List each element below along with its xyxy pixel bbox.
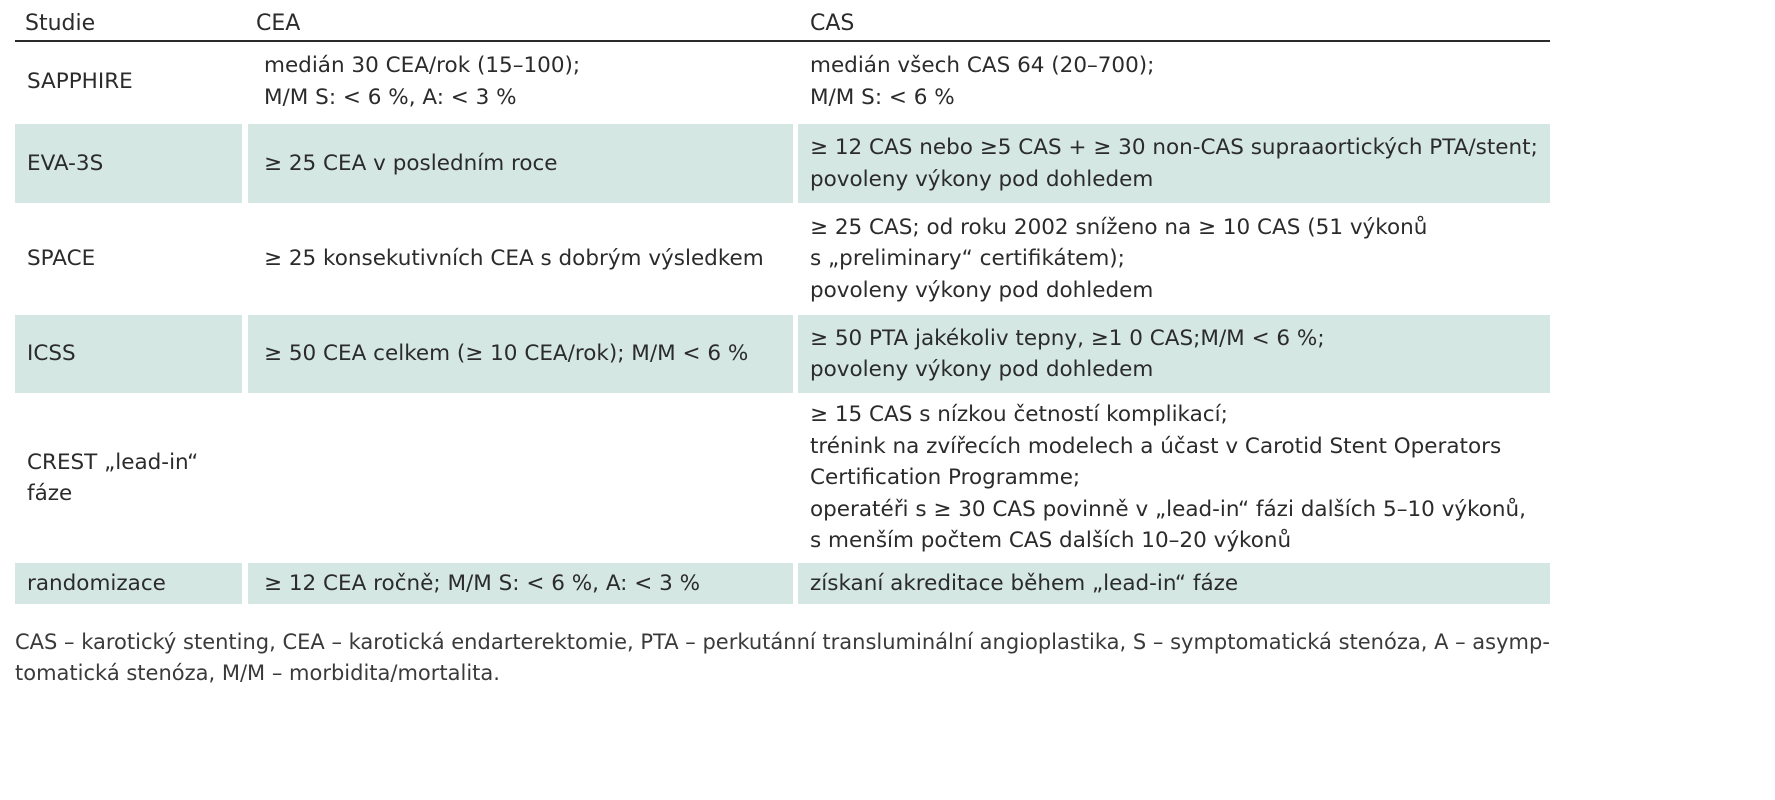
cell-studie-text: EVA-3S [27,150,104,176]
cell-studie-text: CREST „lead-in“ fáze [27,449,199,506]
header-cas: CAS [810,11,855,36]
cell-cea-text: ≥ 25 konsekutivních CEA s dobrým výsledkem [264,246,764,272]
cell-studie [15,563,242,604]
cell-cea [248,205,798,313]
cell-cea [248,563,793,604]
cell-cea [248,395,798,561]
cell-studie-text: randomizace [27,570,166,596]
cell-cas [798,205,1550,313]
cell-cea-text: medián 30 CEA/rok (15–100); M/M S: < 6 %, A: < 3 % [264,53,581,110]
table-row [15,395,1550,561]
table-row [15,205,1550,313]
header-studie: Studie [25,11,96,36]
table-body [15,42,1550,604]
cell-studie [15,395,248,561]
cell-studie-text: SAPPHIRE [27,68,133,94]
cell-studie-text: SPACE [27,246,96,272]
cell-cea [248,42,798,121]
requirements-table [15,6,1550,604]
cell-cas [798,563,1550,604]
cell-cas [798,395,1550,561]
table-footnote: CAS – karotický stenting, CEA – karotická endarterektomie, PTA – perkutánní transluminální angioplastika, S – symptomatická stenóza, A – asymp- tomatická stenóza, M/M – morbidita/mortalita. [15,630,1550,685]
cell-cas-text: ≥ 50 PTA jakékoliv tepny, ≥1 0 CAS;M/M < 6 %; povoleny výkony pod dohledem [810,325,1325,382]
cell-cea-text: ≥ 50 CEA celkem (≥ 10 CEA/rok); M/M < 6 % [264,341,749,367]
table-row [15,124,1550,203]
cell-cas-text: ≥ 25 CAS; od roku 2002 sníženo na ≥ 10 CAS (51 výkonů s „preliminary“ certifikátem); povoleny výkony pod dohledem [810,214,1428,303]
cell-cas-text: medián všech CAS 64 (20–700); M/M S: < 6 % [810,53,1155,110]
cell-cea [248,124,793,203]
cell-cas-text: ≥ 12 CAS nebo ≥5 CAS + ≥ 30 non-CAS supraaortických PTA/stent; povoleny výkony pod dohledem [810,135,1538,192]
header-cea: CEA [256,11,301,36]
cell-studie [15,205,248,313]
table-row [15,315,1550,393]
cell-cas [798,124,1550,203]
cell-studie-text: ICSS [27,341,76,367]
cell-studie [15,315,242,393]
cell-cas [798,42,1550,121]
cell-cas-text: získaní akreditace během „lead-in“ fáze [810,570,1239,596]
cell-cea-text: ≥ 12 CEA ročně; M/M S: < 6 %, A: < 3 % [264,570,701,596]
table-row [15,563,1550,604]
cell-cas-text: ≥ 15 CAS s nízkou četností komplikací; trénink na zvířecích modelech a účast v Carotid Stent Operators Certification Programme; operatéři s ≥ 30 CAS povinně v „lead-in“ fázi dalších 5–10 výkonů, s menším počtem CAS dalších 10–20 výkonů [810,402,1527,554]
cell-cea-text: ≥ 25 CEA v posledním roce [264,150,558,176]
table-header [15,6,1550,42]
cell-studie [15,42,248,121]
cell-cea [248,315,793,393]
table-row [15,42,1550,121]
cell-studie [15,124,242,203]
cell-cas [798,315,1550,393]
